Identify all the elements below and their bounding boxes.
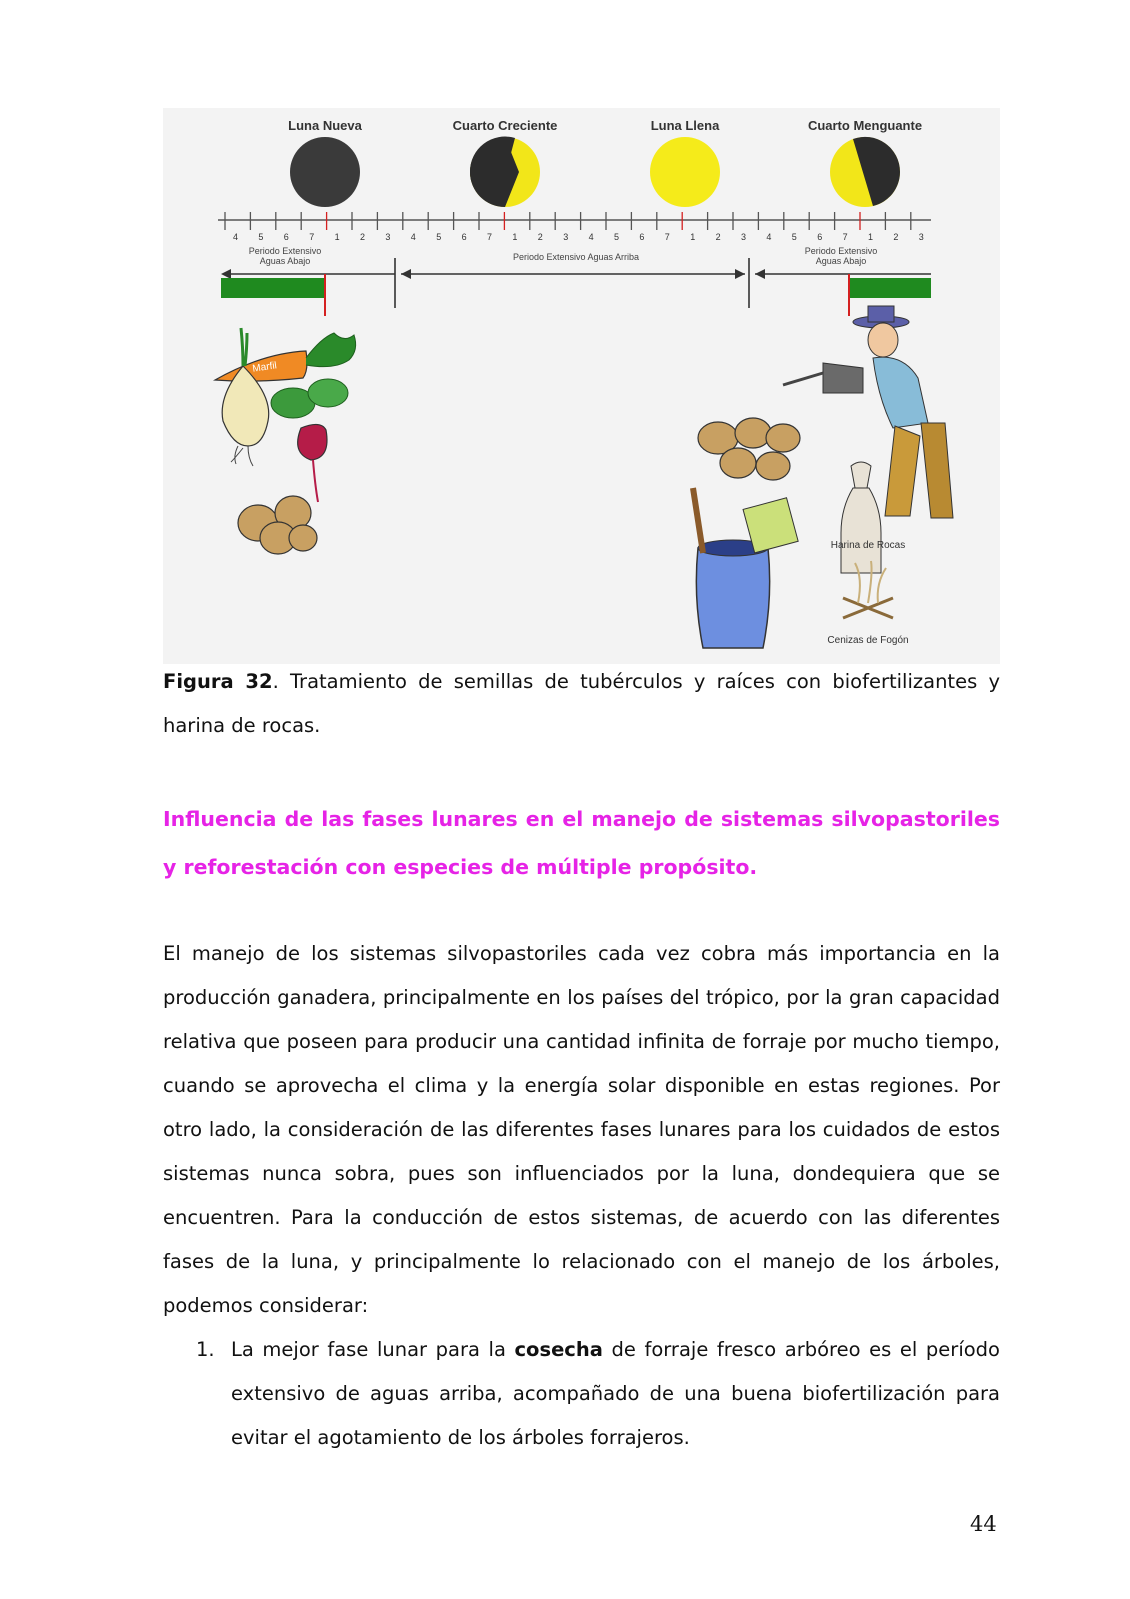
list-item-text-before: La mejor fase lunar para la	[231, 1338, 515, 1361]
list-item-bold: cosecha	[514, 1338, 603, 1361]
scale-number: 4	[233, 232, 239, 242]
scale-number: 7	[664, 232, 670, 242]
scale-number: 6	[461, 232, 467, 242]
moon-new-icon	[290, 137, 360, 207]
scale-number: 1	[868, 232, 874, 242]
scale-number: 2	[537, 232, 543, 242]
scale-number: 6	[817, 232, 823, 242]
figure-caption-text: . Tratamiento de semillas de tubérculos y raíces con biofertilizantes y harina de rocas.	[163, 670, 1000, 737]
phase-label-full: Luna Llena	[650, 118, 720, 133]
scale-number: 5	[258, 232, 264, 242]
scale-number: 2	[715, 232, 721, 242]
scale-number: 5	[614, 232, 620, 242]
list-item-text-after: de forraje fresco arbóreo es el período extensivo de aguas arriba, acompañado de una buena biofertilización para evitar el agotamiento de los árboles forrajeros.	[231, 1338, 1000, 1449]
scale-number: 5	[436, 232, 442, 242]
scale-number: 7	[487, 232, 493, 242]
scale-number: 3	[385, 232, 391, 242]
moon-waxing-icon	[470, 137, 540, 207]
period-middle-label: Periodo Extensivo Aguas Arriba	[512, 252, 640, 262]
figure-lunar-phases	[163, 108, 1000, 664]
scale-number: 6	[283, 232, 289, 242]
green-bar-right	[849, 278, 931, 298]
figure-caption-label: Figura 32	[163, 670, 273, 693]
scale-number: 5	[791, 232, 797, 242]
svg-text:Marfil: Marfil	[251, 360, 278, 375]
moon-full-icon	[650, 137, 720, 207]
body-paragraph: El manejo de los sistemas silvopastoriles cada vez cobra más importancia en la producción ganadera, principalmente en los países del trópico, por la gran capacidad relativa que poseen para producir una cantidad infinita de forraje por mucho tiempo, cuando se aprovecha el clima y la energía solar disponible en estas regiones. Por otro lado, la consideración de las diferentes fases lunares para los cuidados de estos sistemas nunca sobra, pues son influenciados por la luna, dondequiera que se encuentren. Para la conducción de estos sistemas, de acuerdo con las diferentes fases de la luna, y principalmente lo relacionado con el manejo de los árboles, podemos considerar:	[163, 942, 1000, 1317]
list-item	[163, 1328, 1000, 1460]
rock-flour-label: Harina de Rocas	[830, 540, 906, 551]
scale-number: 3	[741, 232, 747, 242]
phase-label-waxing: Cuarto Creciente	[452, 118, 558, 133]
scale-number: 1	[334, 232, 340, 242]
moon-waning-icon	[830, 137, 900, 207]
section-heading: Influencia de las fases lunares en el manejo de sistemas silvopastoriles y reforestación con especies de múltiple propósito.	[163, 807, 1000, 879]
scale-number: 7	[842, 232, 848, 242]
phase-label-new: Luna Nueva	[288, 118, 362, 133]
list-item-number: 1.	[196, 1338, 215, 1361]
figure-caption	[163, 660, 1000, 748]
scale-number: 2	[893, 232, 899, 242]
scale-number: 2	[360, 232, 366, 242]
numbered-list	[163, 1328, 1000, 1460]
green-bar-left	[221, 278, 325, 298]
period-right-label: Periodo Extensivo Aguas Abajo	[804, 246, 878, 266]
scale-number: 1	[512, 232, 518, 242]
period-left-label: Periodo Extensivo Aguas Abajo	[248, 246, 322, 266]
scale-number: 4	[766, 232, 772, 242]
scale-number: 6	[639, 232, 645, 242]
scale-number: 3	[563, 232, 569, 242]
phase-label-waning: Cuarto Menguante	[807, 118, 923, 133]
scale-number: 4	[410, 232, 416, 242]
page-number: 44	[970, 1512, 997, 1536]
scale-number: 7	[309, 232, 315, 242]
scale-number: 4	[588, 232, 594, 242]
scale-number: 3	[918, 232, 924, 242]
scale-number: 1	[690, 232, 696, 242]
ash-label: Cenizas de Fogón	[827, 635, 909, 646]
